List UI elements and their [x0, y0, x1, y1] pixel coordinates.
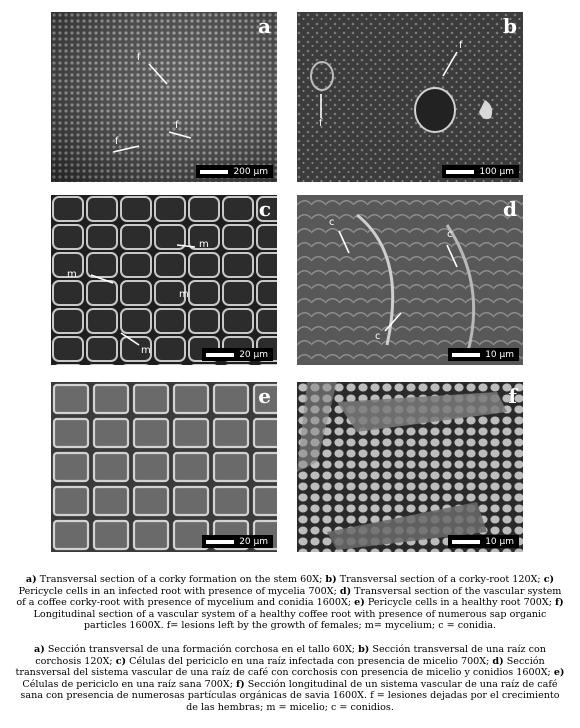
scale-bar-line [446, 170, 474, 174]
scale-bar-line [200, 170, 228, 174]
scale-bar-label: 100 µm [479, 166, 514, 177]
panel-letter: e [258, 384, 271, 408]
panel-letter: a [258, 14, 271, 38]
annotation-label: f [459, 40, 463, 51]
caption-text: Pericycle cells in a healthy root 700X; [364, 597, 556, 609]
scale-bar [202, 348, 273, 361]
panel-letter: b [503, 14, 517, 38]
caption-text: Sección transversal de una raíz con corchosis 120X; [35, 644, 546, 667]
scale-bar [202, 535, 273, 548]
caption-key: b) [358, 644, 370, 655]
annotation-label: m [67, 269, 77, 280]
caption-text: Células de periciclo en una raíz sana 700X; [22, 678, 237, 690]
scale-bar-label: 10 µm [485, 536, 514, 547]
scale-bar-label: 20 µm [239, 536, 268, 547]
micrograph-panel-f [297, 382, 523, 552]
micrograph-f-texture [297, 382, 523, 552]
scale-bar-label: 200 µm [233, 166, 268, 177]
caption-key: e) [553, 667, 565, 679]
caption-key: f) [236, 678, 245, 690]
micrograph-e-texture [51, 382, 277, 552]
micrograph-panel-a [51, 12, 277, 182]
micrograph-panel-e [51, 382, 277, 552]
caption-key: c) [115, 655, 127, 667]
scale-bar [448, 535, 519, 548]
micrograph-panel-c [51, 195, 277, 365]
annotation-label: c [447, 229, 453, 240]
scale-bar-line [206, 353, 234, 357]
caption-key: b) [325, 574, 337, 585]
micrograph-a-texture [51, 12, 277, 182]
annotation-label: f [175, 120, 179, 131]
scale-bar-line [452, 353, 480, 357]
caption-text: Pericycle cells in an infected root with presence of mycelia 700X; [18, 585, 340, 597]
annotation-label: f [115, 136, 119, 147]
caption-text: Células del periciclo en una raíz infectada con presencia de micelio 700X; [126, 655, 493, 667]
annotation-label: m [199, 239, 209, 250]
caption-key: a) [25, 574, 37, 585]
caption-key: a) [34, 644, 45, 655]
annotation-label: m [179, 289, 189, 300]
caption-text: Longitudinal section of a vascular system of a healthy coffee root with presence of numerous sap organic particles 1600X. f= lesions left by the growth of females; m= mycelium; c = conidia. [33, 608, 547, 632]
annotation-label: m [141, 345, 151, 356]
scale-bar-line [206, 540, 234, 544]
caption-key: e) [354, 597, 365, 609]
caption-key: f) [555, 597, 564, 609]
micrograph-panel-d [297, 195, 523, 365]
scale-bar-label: 10 µm [485, 349, 514, 360]
figure-caption-spanish [14, 644, 566, 714]
figure-caption-english [14, 574, 566, 632]
caption-key: d) [339, 585, 352, 597]
caption-key: d) [492, 655, 504, 667]
annotation-label: f [137, 52, 141, 63]
micrograph-panel-b [297, 12, 523, 182]
panel-letter: f [508, 384, 517, 408]
annotation-label: f [319, 118, 323, 129]
annotation-label: c [375, 331, 381, 342]
caption-text: Transversal section of a corky formation on the stem 60X; [36, 574, 326, 585]
caption-text: Sección transversal de una formación corchosa en el tallo 60X; [44, 644, 359, 655]
scale-bar-label: 20 µm [239, 349, 268, 360]
scale-bar [196, 165, 273, 178]
scale-bar-line [452, 540, 480, 544]
caption-text: Sección longitudinal de un sistema vascular de una raíz de café sana con presencia de numerosas partículas orgánicas de savia 1600X. f = lesiones dejadas por el crecimiento de las hembras; m = micelio; c = conidios. [20, 678, 560, 713]
scale-bar [442, 165, 519, 178]
micrograph-b-texture [297, 12, 523, 182]
panel-letter: d [503, 197, 517, 221]
panel-letter: c [258, 197, 271, 221]
caption-text: Transversal section of the vascular system of a coffee corky-root with presence of mycelium and conidia 1600X; [16, 585, 562, 609]
micrograph-c-texture [51, 195, 277, 365]
caption-key: c) [543, 574, 555, 585]
caption-text: Transversal section of a corky-root 120X; [336, 574, 544, 585]
annotation-label: c [329, 217, 335, 228]
caption-text: Sección transversal del sistema vascular de una raíz de café con corchosis con presencia de micelio y conidios 1600X; [15, 655, 554, 679]
scale-bar [448, 348, 519, 361]
